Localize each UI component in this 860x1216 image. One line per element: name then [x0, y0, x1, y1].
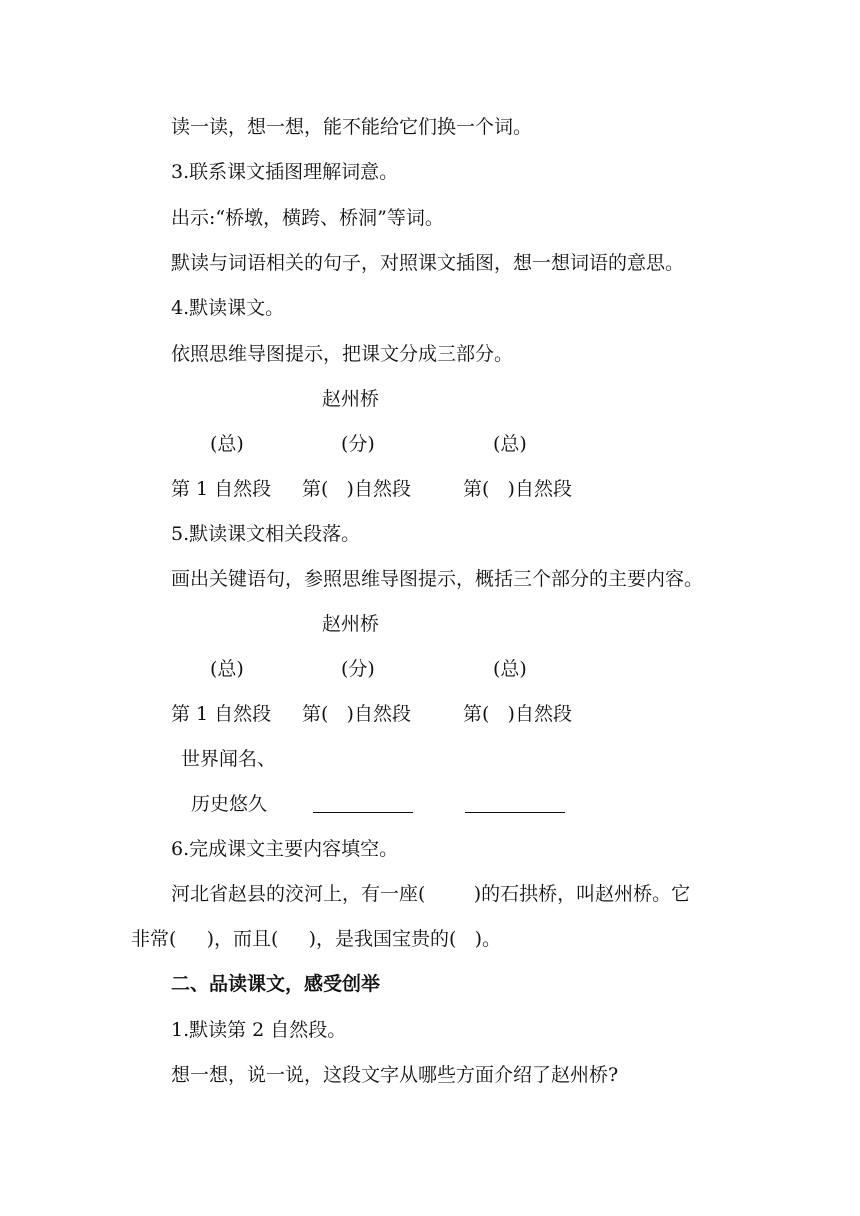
fill-in-paragraph-line-2: 非常( )，而且( )，是我国宝贵的( )。	[131, 928, 501, 950]
paragraph-show-words: 出示:“桥墩，横跨、桥洞”等词。	[171, 207, 444, 229]
mindmap-2-cell-3: 第( )自然段	[463, 703, 572, 725]
mindmap-1-cell-1: 第 1 自然段	[171, 478, 272, 500]
step-5-heading: 5.默读课文相关段落。	[171, 523, 361, 545]
paragraph-divide-parts: 依照思维导图提示，把课文分成三部分。	[171, 343, 514, 365]
step-3-heading: 3.联系课文插图理解词意。	[171, 161, 399, 183]
fill-in-blank-right[interactable]	[465, 812, 565, 813]
paragraph-silent-read-sentences: 默读与词语相关的句子，对照课文插图，想一想词语的意思。	[171, 252, 685, 274]
mindmap-1-tag-3: (总)	[493, 433, 527, 455]
mindmap-1-cell-2: 第( )自然段	[302, 478, 411, 500]
mindmap-2-cell-1: 第 1 自然段	[171, 703, 272, 725]
mindmap-2-summary-line-2: 历史悠久	[191, 793, 268, 815]
step-1-heading: 1.默读第 2 自然段。	[171, 1019, 347, 1041]
mindmap-2-tag-1: (总)	[210, 658, 244, 680]
fill-in-paragraph-line-1: 河北省赵县的洨河上，有一座( )的石拱桥，叫赵州桥。它	[171, 883, 691, 905]
mindmap-1-title: 赵州桥	[322, 388, 380, 410]
paragraph-think-and-say: 想一想，说一说，这段文字从哪些方面介绍了赵州桥?	[171, 1064, 619, 1086]
paragraph-summarize-parts: 画出关键语句，参照思维导图提示，概括三个部分的主要内容。	[171, 568, 704, 590]
step-6-heading: 6.完成课文主要内容填空。	[171, 838, 399, 860]
section-2-heading: 二、品读课文，感受创举	[171, 973, 381, 995]
mindmap-1-cell-3: 第( )自然段	[463, 478, 572, 500]
fill-in-blank-middle[interactable]	[313, 812, 413, 813]
mindmap-2-tag-3: (总)	[493, 658, 527, 680]
paragraph-read-and-think: 读一读，想一想，能不能给它们换一个词。	[171, 116, 533, 138]
mindmap-1-tag-2: (分)	[341, 433, 375, 455]
mindmap-2-title: 赵州桥	[322, 613, 380, 635]
step-4-heading: 4.默读课文。	[171, 297, 285, 319]
mindmap-2-tag-2: (分)	[341, 658, 375, 680]
mindmap-2-summary-line-1: 世界闻名、	[181, 748, 277, 770]
mindmap-2-cell-2: 第( )自然段	[302, 703, 411, 725]
mindmap-1-tag-1: (总)	[210, 433, 244, 455]
